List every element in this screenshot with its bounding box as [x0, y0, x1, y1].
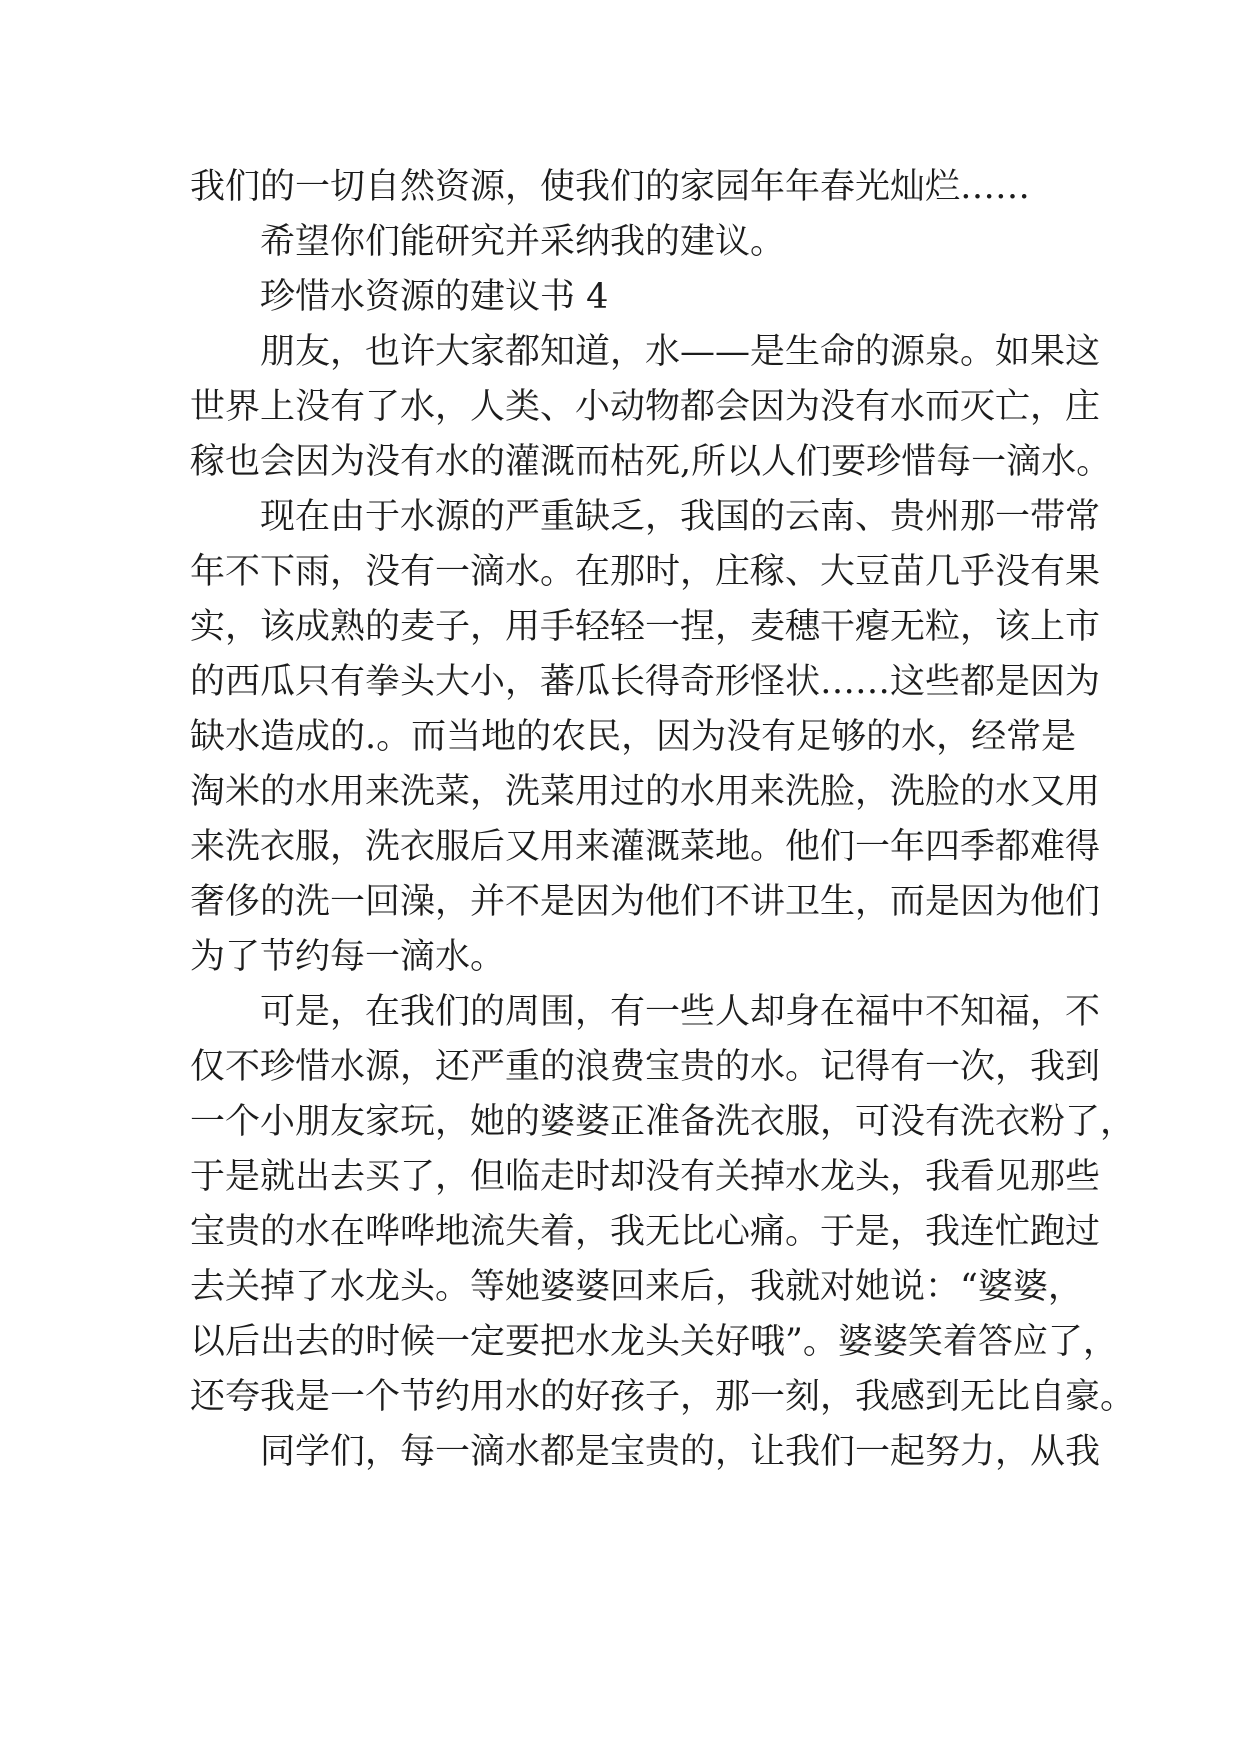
text-line: 我们的一切自然资源，使我们的家园年年春光灿烂……: [190, 167, 1031, 207]
text-line: 可是，在我们的周围，有一些人却身在福中不知福，不: [260, 992, 1101, 1032]
text-line: 仅不珍惜水源，还严重的浪费宝贵的水。记得有一次，我到: [190, 1047, 1101, 1087]
section-heading: 珍惜水资源的建议书 4: [260, 277, 609, 317]
text-line: 的西瓜只有拳头大小，蕃瓜长得奇形怪状……这些都是因为: [190, 662, 1101, 702]
text-line: 实，该成熟的麦子，用手轻轻一捏，麦穗干瘪无粒，该上市: [190, 607, 1101, 647]
text-line: 希望你们能研究并采纳我的建议。: [260, 222, 786, 262]
document-body: [190, 160, 1136, 1480]
text-line: 缺水造成的.。而当地的农民，因为没有足够的水，经常是: [190, 717, 1077, 757]
text-line: 于是就出去买了，但临走时却没有关掉水龙头，我看见那些: [190, 1157, 1101, 1197]
text-line: 为了节约每一滴水。: [190, 937, 506, 977]
text-line: 朋友，也许大家都知道，水——是生命的源泉。如果这: [260, 332, 1101, 372]
text-line: 一个小朋友家玩，她的婆婆正准备洗衣服，可没有洗衣粉了，: [190, 1102, 1136, 1142]
text-line: 以后出去的时候一定要把水龙头关好哦”。婆婆笑着答应了，: [190, 1322, 1118, 1362]
text-line: 淘米的水用来洗菜，洗菜用过的水用来洗脸，洗脸的水又用: [190, 772, 1101, 812]
text-line: 宝贵的水在哗哗地流失着，我无比心痛。于是，我连忙跑过: [190, 1212, 1101, 1252]
text-line: 来洗衣服，洗衣服后又用来灌溉菜地。他们一年四季都难得: [190, 827, 1101, 867]
text-line: 奢侈的洗一回澡，并不是因为他们不讲卫生，而是因为他们: [190, 882, 1101, 922]
text-line: 同学们，每一滴水都是宝贵的，让我们一起努力，从我: [260, 1432, 1101, 1472]
text-line: 现在由于水源的严重缺乏，我国的云南、贵州那一带常: [260, 497, 1101, 537]
text-line: 年不下雨，没有一滴水。在那时，庄稼、大豆苗几乎没有果: [190, 552, 1101, 592]
text-line: 世界上没有了水，人类、小动物都会因为没有水而灭亡，庄: [190, 387, 1101, 427]
text-line: 稼也会因为没有水的灌溉而枯死,所以人们要珍惜每一滴水。: [190, 442, 1112, 482]
text-line: 去关掉了水龙头。等她婆婆回来后，我就对她说：“婆婆，: [190, 1267, 1083, 1307]
text-line: 还夸我是一个节约用水的好孩子，那一刻，我感到无比自豪。: [190, 1377, 1136, 1417]
